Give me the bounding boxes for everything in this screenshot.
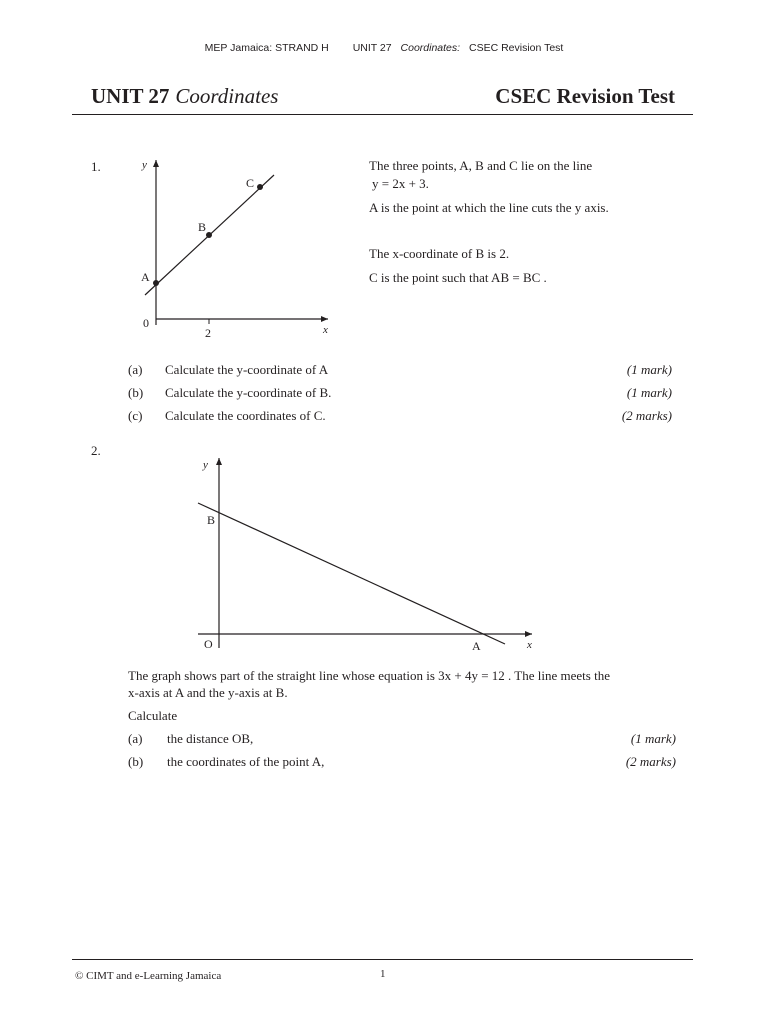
q1-part-a-label: (a)	[128, 362, 143, 377]
q1-label-a: A	[141, 270, 150, 284]
q2-y-label: y	[203, 459, 208, 471]
q1-point-a	[153, 280, 159, 286]
title-topic: Coordinates	[175, 84, 279, 108]
page-number: 1	[380, 968, 386, 980]
q1-y-label: y	[142, 159, 147, 171]
q1-part-b-label: (b)	[128, 385, 144, 400]
q1-part-a-text: Calculate the y-coordinate of A	[165, 362, 329, 377]
q2-text-line2: x-axis at A and the y-axis at B.	[128, 685, 288, 700]
q2-origin-label: O	[204, 637, 213, 651]
q1-text-b: The x-coordinate of B is 2.	[369, 246, 510, 261]
q1-part-b-marks: (1 mark)	[626, 385, 672, 400]
q2-part-b-marks: (2 marks)	[625, 754, 676, 769]
q2-line	[198, 503, 505, 644]
q2-part-a-text: the distance OB,	[167, 731, 254, 746]
q1-point-b	[206, 232, 212, 238]
q1-part-c-label: (c)	[128, 408, 143, 423]
q1-part-b-text: Calculate the y-coordinate of B.	[165, 385, 332, 400]
q2-text-line1: The graph shows part of the straight line whose equation is 3x + 4y = 12 . The line meets the	[128, 668, 610, 683]
q1-part-a-marks: (1 mark)	[626, 362, 672, 377]
q2-label-a: A	[472, 639, 481, 653]
q1-part-c-text: Calculate the coordinates of C.	[165, 408, 326, 423]
footer-copyright: © CIMT and e-Learning Jamaica	[75, 970, 222, 982]
q2-label-b: B	[207, 513, 216, 527]
running-header	[0, 42, 768, 54]
q1-text-a: A is the point at which the line cuts the y axis.	[369, 200, 609, 215]
q2-graph	[190, 452, 550, 657]
q1-label-c: C	[246, 176, 255, 190]
header-topic: Coordinates:	[400, 42, 461, 54]
q1-part-c-marks: (2 marks)	[621, 408, 672, 423]
title-rule	[72, 114, 693, 115]
title-unit: UNIT 27	[91, 84, 170, 108]
q1-text-c: C is the point such that AB = BC .	[369, 270, 547, 285]
q1-number: 1.	[91, 159, 101, 174]
q2-part-a-marks: (1 mark)	[630, 731, 676, 746]
q1-text-line1: The three points, A, B and C lie on the line	[369, 158, 593, 173]
q2-calculate: Calculate	[128, 708, 178, 723]
header-strand: MEP Jamaica: STRAND H	[204, 42, 329, 54]
q2-x-label: x	[527, 639, 532, 651]
page-title	[91, 84, 278, 109]
q1-tick-label: 2	[205, 326, 211, 340]
q1-origin-label: 0	[143, 316, 149, 330]
title-test: CSEC Revision Test	[495, 84, 675, 108]
q2-part-b-text: the coordinates of the point A,	[167, 754, 325, 769]
footer-rule	[72, 959, 693, 960]
q1-point-c	[257, 184, 263, 190]
q1-equation: y = 2x + 3.	[372, 176, 429, 191]
q1-x-label: x	[323, 324, 328, 336]
q2-part-b-label: (b)	[128, 754, 144, 769]
q1-graph	[130, 150, 350, 345]
q1-label-b: B	[198, 220, 207, 234]
header-test: CSEC Revision Test	[468, 42, 564, 54]
q2-number: 2.	[91, 443, 101, 458]
header-unit: UNIT 27	[352, 42, 392, 54]
q2-part-a-label: (a)	[128, 731, 143, 746]
